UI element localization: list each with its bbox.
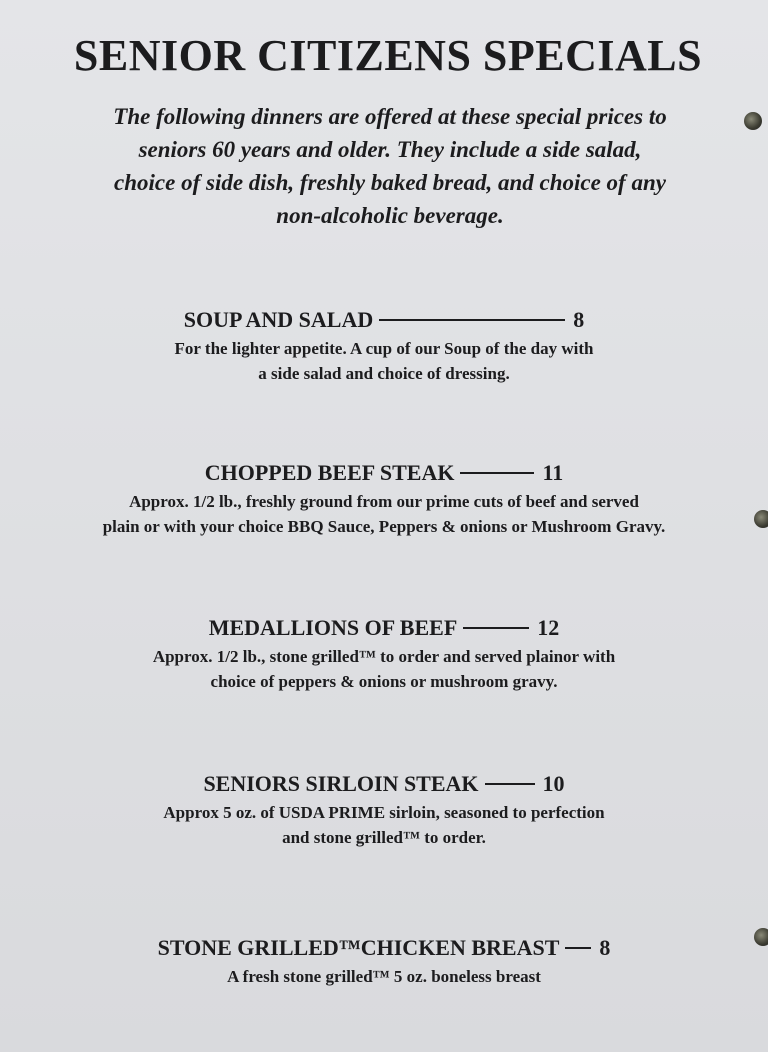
description-line: choice of peppers & onions or mushroom gravy. <box>210 672 558 691</box>
description-line: For the lighter appetite. A cup of our Soup of the day with <box>174 339 594 358</box>
leader-line <box>460 472 534 474</box>
leader-line <box>463 627 529 629</box>
menu-item-name: MEDALLIONS OF BEEF <box>208 615 458 640</box>
menu-item-description <box>0 964 768 989</box>
menu-item-price: 8 <box>573 307 585 332</box>
intro-line: The following dinners are offered at these special prices to <box>113 104 667 129</box>
description-line: a side salad and choice of dressing. <box>258 364 510 383</box>
menu-item-heading <box>0 306 768 334</box>
description-line: Approx. 1/2 lb., freshly ground from our prime cuts of beef and served <box>129 492 639 511</box>
menu-item-price: 11 <box>542 460 564 485</box>
description-line: plain or with your choice BBQ Sauce, Peppers & onions or Mushroom Gravy. <box>102 517 666 536</box>
menu-item-description <box>0 489 768 539</box>
menu-item-heading <box>0 459 768 487</box>
description-line: and stone grilled™ to order. <box>282 828 486 847</box>
menu-item <box>0 770 768 850</box>
description-line: Approx 5 oz. of USDA PRIME sirloin, seasoned to perfection <box>163 803 605 822</box>
menu-item-price: 12 <box>537 615 560 640</box>
menu-item-name: SOUP AND SALAD <box>183 307 374 332</box>
leader-line <box>379 319 565 321</box>
description-line: A fresh stone grilled™ 5 oz. boneless breast <box>227 967 541 986</box>
leader-line <box>485 783 535 785</box>
menu-item-heading <box>0 934 768 962</box>
menu-item-description <box>0 644 768 694</box>
menu-title: SENIOR CITIZENS SPECIALS <box>73 31 703 80</box>
menu-item-name: SENIORS SIRLOIN STEAK <box>203 771 479 796</box>
menu-item-description <box>0 336 768 386</box>
menu-item-price: 8 <box>599 935 611 960</box>
menu-item <box>0 934 768 989</box>
menu-item-name: STONE GRILLED™CHICKEN BREAST <box>157 935 560 960</box>
menu-item-heading <box>0 614 768 642</box>
menu-item-name: CHOPPED BEEF STEAK <box>204 460 455 485</box>
menu-item-heading <box>0 770 768 798</box>
menu-item <box>0 306 768 386</box>
intro-text <box>20 100 760 232</box>
intro-line: choice of side dish, freshly baked bread, and choice of any <box>114 170 666 195</box>
menu-item-description <box>0 800 768 850</box>
description-line: Approx. 1/2 lb., stone grilled™ to order and served plainor with <box>152 647 616 666</box>
menu-item-price: 10 <box>542 771 565 796</box>
leader-line <box>565 947 591 949</box>
menu-item <box>0 614 768 694</box>
menu-item <box>0 459 768 539</box>
intro-line: seniors 60 years and older. They include a side salad, <box>138 137 642 162</box>
intro-line: non-alcoholic beverage. <box>276 203 504 228</box>
